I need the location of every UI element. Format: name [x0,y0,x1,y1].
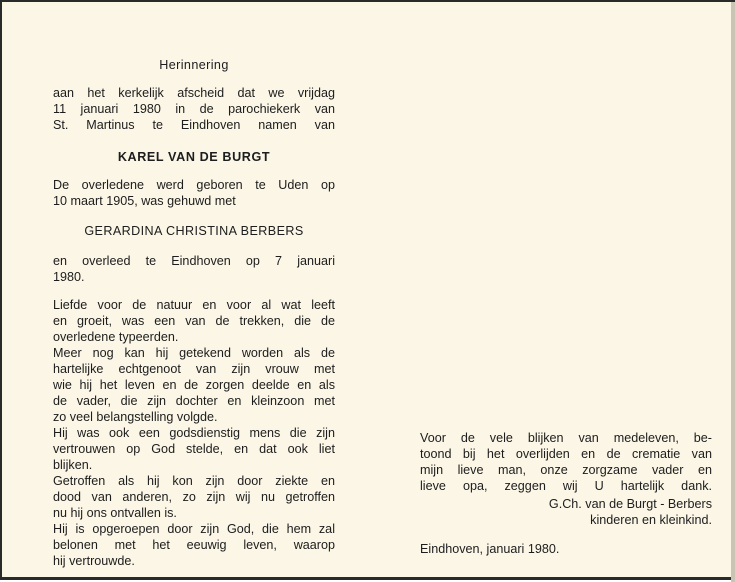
family-line: Meer nog kan hij getekend worden als de [53,346,335,360]
reward-line: hij vertrouwde. [53,554,135,568]
spouse-name: GERARDINA CHRISTINA BERBERS [84,224,304,238]
thanks-line: mijn lieve man, onze zorgzame vader en [420,463,712,477]
deceased-name: KAREL VAN DE BURGT [117,150,271,164]
reward-line: belonen met het eeuwig leven, waarop [53,538,335,552]
faith-line: vertrouwen op God stelde, en dat ook liet [53,442,335,456]
nature-line: en groeit, was een van de trekken, die de [53,314,335,328]
intro-line: St. Martinus te Eindhoven namen van [53,118,335,132]
family-line: wie hij het leven en de zorgen deelde en als [53,378,335,392]
thanks-line: toond bij het overlijden en de crematie van [420,447,712,461]
intro-line: aan het kerkelijk afscheid dat we vrijdag [53,86,335,100]
signature-name: G.Ch. van de Burgt - Berbers [548,497,712,511]
faith-line: Hij was ook een godsdienstig mens die zijn [53,426,335,440]
illness-line: Getroffen als hij kon zijn door ziekte en [53,474,335,488]
family-line: zo veel belangstelling volgde. [53,410,218,424]
intro-line: 11 januari 1980 in de parochiekerk van [53,102,335,116]
reward-line: Hij is opgeroepen door zijn God, die hem zal [53,522,335,536]
card-edge-shadow [731,2,735,582]
herinnering-heading: Herinnering [159,58,229,72]
family-line: de vader, die zijn dochter en kleinzoon met [53,394,335,408]
thanks-line: Voor de vele blijken van medeleven, be- [420,431,712,445]
death-line: en overleed te Eindhoven op 7 januari [53,254,335,268]
illness-line: nu hij ons ontvallen is. [53,506,177,520]
birth-line: De overledene werd geboren te Uden op [53,178,335,192]
family-line: hartelijke echtgenoot van zijn vrouw met [53,362,335,376]
signature-family: kinderen en kleinkind. [590,513,712,527]
death-line: 1980. [53,270,85,284]
thanks-line: lieve opa, zeggen wij U hartelijk dank. [420,479,712,493]
nature-line: overledene typeerden. [53,330,179,344]
place-date: Eindhoven, januari 1980. [420,542,560,556]
nature-line: Liefde voor de natuur en voor al wat leeft [53,298,335,312]
illness-line: dood van anderen, zo zijn wij nu getroffen [53,490,335,504]
faith-line: blijken. [53,458,93,472]
birth-line: 10 maart 1905, was gehuwd met [53,194,236,208]
